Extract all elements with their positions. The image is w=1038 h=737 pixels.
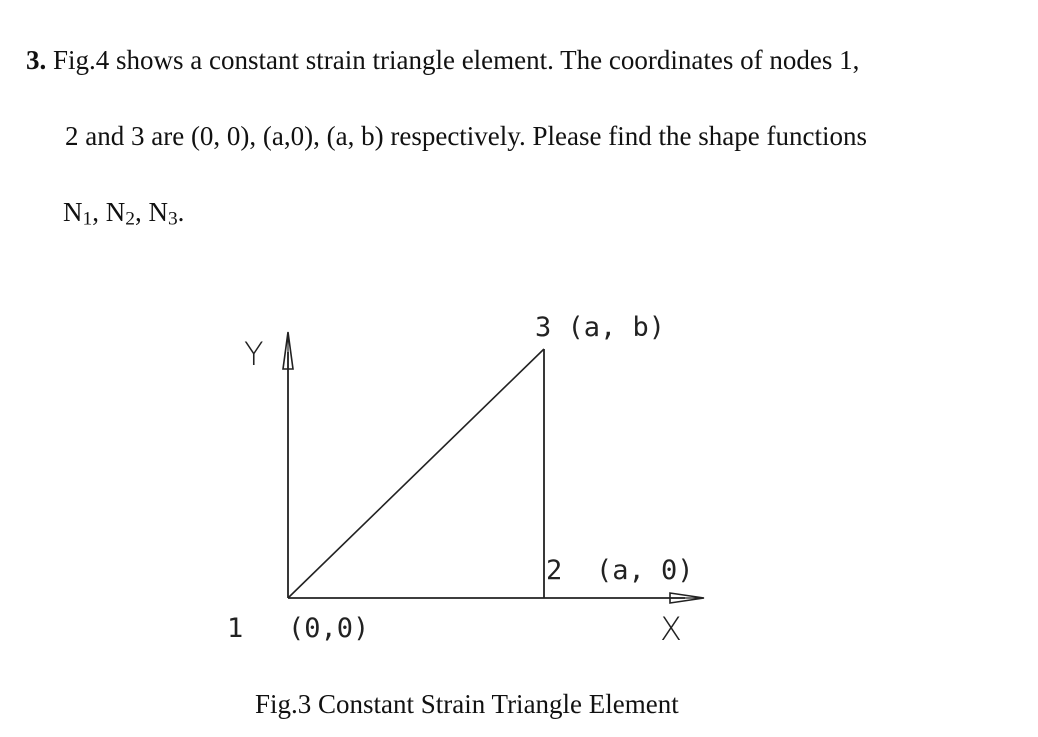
problem-statement-line-2: 2 and 3 are (0, 0), (a,0), (a, b) respectively. Please find the shape functions	[65, 121, 867, 151]
node-3-label: 3 (a, b)	[535, 312, 666, 343]
node-1-number: 1	[227, 613, 244, 644]
node-1-coordinates: (0,0)	[288, 613, 370, 644]
triangle-edge-1-3	[288, 349, 544, 598]
question-number: 3.	[26, 45, 47, 75]
y-axis-label: Y	[244, 335, 264, 373]
node-2-coordinates: (a, 0)	[596, 555, 694, 586]
x-axis-label: X	[660, 610, 682, 648]
node-2-number: 2	[546, 555, 563, 586]
figure-caption: Fig.3 Constant Strain Triangle Element	[255, 689, 679, 719]
shape-function-list: N1, N2, N3.	[63, 197, 185, 230]
problem-text-line-1: Fig.4 shows a constant strain triangle element. The coordinates of nodes 1,	[46, 45, 860, 75]
